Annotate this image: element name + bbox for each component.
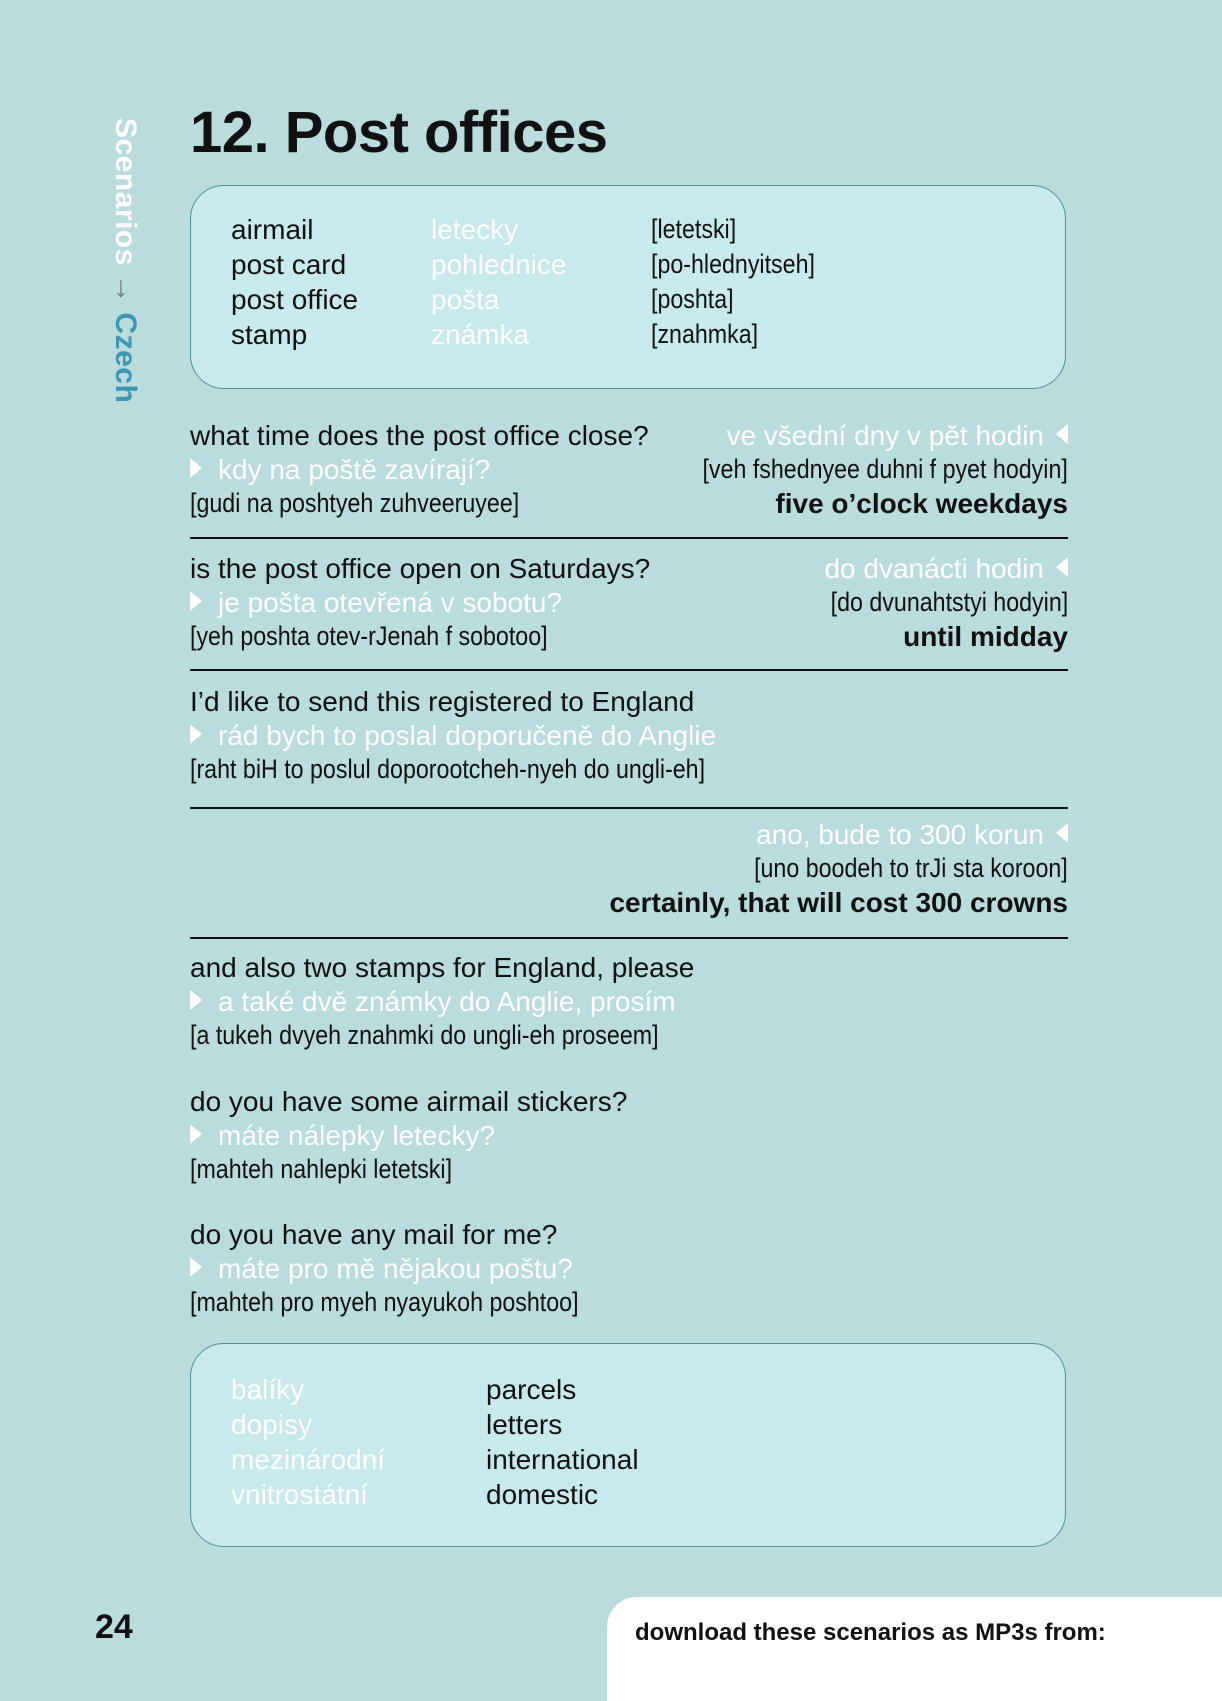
vocab-box-bottom — [190, 1343, 1066, 1547]
answer-czech-line — [824, 553, 1068, 585]
answer-czech: ano, bude to 300 korun — [755, 819, 1044, 850]
question-phonetic: [mahteh pro myeh nyayukoh poshtoo] — [190, 1287, 579, 1317]
answer-english: until midday — [903, 621, 1068, 652]
question-czech-line — [190, 587, 562, 619]
dialogue-block — [190, 420, 1068, 520]
vocab-english: airmail — [231, 214, 314, 245]
answer-phonetic: [do dvunahtstyi hodyin] — [830, 587, 1068, 617]
dialogue-block — [190, 1086, 1068, 1186]
question-phonetic: [mahteh nahlepki letetski] — [190, 1154, 453, 1184]
answer-english: certainly, that will cost 300 crowns — [609, 887, 1068, 918]
dialogue-block — [190, 553, 1068, 653]
answer-phonetic: [veh fshednyee duhni f pyet hodyin] — [702, 454, 1068, 484]
vocab-czech: pošta — [431, 284, 500, 315]
vocab-czech: mezinárodní — [231, 1444, 386, 1475]
page-number: 24 — [95, 1608, 133, 1646]
play-left-icon — [1056, 557, 1068, 577]
download-banner — [607, 1597, 1222, 1701]
question-czech: rád bych to poslal doporučeně do Anglie — [218, 720, 717, 751]
vocab-box-top — [190, 185, 1066, 389]
vocab-czech: balíky — [231, 1374, 305, 1405]
question-czech: a také dvě známky do Anglie, prosím — [218, 986, 676, 1017]
question-english: I’d like to send this registered to England — [190, 686, 695, 717]
question-phonetic: [yeh poshta otev-rJenah f sobotoo] — [190, 621, 548, 651]
divider — [190, 537, 1068, 539]
question-phonetic: [a tukeh dvyeh znahmki do ungli-eh proseem] — [190, 1020, 659, 1050]
dialogue-block — [190, 952, 1068, 1052]
sidebar-label — [108, 118, 142, 403]
vocab-phonetic: [znahmka] — [651, 319, 759, 349]
divider — [190, 807, 1068, 809]
answer-czech-line — [726, 420, 1068, 452]
play-right-icon — [190, 1257, 202, 1277]
section-name: Scenarios — [109, 118, 142, 266]
vocab-czech: dopisy — [231, 1409, 312, 1440]
question-czech: máte nálepky letecky? — [218, 1120, 496, 1151]
question-english: what time does the post office close? — [190, 420, 649, 451]
answer-phonetic: [uno boodeh to trJi sta koroon] — [754, 853, 1068, 883]
play-right-icon — [190, 990, 202, 1010]
dialogue-block — [190, 1219, 1068, 1319]
vocab-phonetic: [po-hlednyitseh] — [651, 249, 815, 279]
vocab-english: post office — [231, 284, 359, 315]
vocab-english: domestic — [486, 1479, 599, 1510]
question-czech: kdy na poště zavírají? — [218, 454, 491, 485]
question-phonetic: [gudi na poshtyeh zuhveeruyee] — [190, 488, 520, 518]
vocab-english: parcels — [486, 1374, 577, 1405]
answer-czech: do dvanácti hodin — [824, 553, 1044, 584]
vocab-phonetic: [poshta] — [651, 284, 734, 314]
language-name: Czech — [109, 312, 142, 404]
question-english: and also two stamps for England, please — [190, 952, 695, 983]
vocab-english: international — [486, 1444, 639, 1475]
dialogue-block — [190, 686, 1068, 786]
question-czech-line — [190, 454, 490, 486]
question-czech-line — [190, 986, 676, 1018]
answer-english: five o’clock weekdays — [775, 488, 1068, 519]
divider — [190, 937, 1068, 939]
dialogue-block — [190, 819, 1068, 919]
play-right-icon — [190, 458, 202, 478]
download-text: download these scenarios as MP3s from: — [635, 1619, 1106, 1646]
play-right-icon — [190, 724, 202, 744]
question-english: is the post office open on Saturdays? — [190, 553, 651, 584]
vocab-english: post card — [231, 249, 347, 280]
vocab-czech: pohlednice — [431, 249, 567, 280]
question-czech: je pošta otevřená v sobotu? — [218, 587, 563, 618]
question-czech-line — [190, 720, 716, 752]
play-right-icon — [190, 591, 202, 611]
vocab-english: letters — [486, 1409, 563, 1440]
page-title: 12. Post offices — [190, 100, 608, 165]
play-right-icon — [190, 1124, 202, 1144]
vocab-czech: letecky — [431, 214, 519, 245]
vocab-czech: vnitrostátní — [231, 1479, 368, 1510]
answer-czech-line — [756, 819, 1068, 851]
play-left-icon — [1056, 823, 1068, 843]
question-czech-line — [190, 1253, 573, 1285]
vocab-english: stamp — [231, 319, 308, 350]
divider — [190, 669, 1068, 671]
question-czech-line — [190, 1120, 495, 1152]
arrow-icon: → — [109, 273, 142, 305]
vocab-czech: známka — [431, 319, 530, 350]
play-left-icon — [1056, 424, 1068, 444]
vocab-phonetic: [letetski] — [651, 214, 737, 244]
question-czech: máte pro mě nějakou poštu? — [218, 1253, 573, 1284]
question-phonetic: [raht biH to poslul doporootcheh-nyeh do ungli-eh] — [190, 754, 706, 784]
question-english: do you have any mail for me? — [190, 1219, 558, 1250]
question-english: do you have some airmail stickers? — [190, 1086, 628, 1117]
answer-czech: ve všední dny v pět hodin — [726, 420, 1044, 451]
